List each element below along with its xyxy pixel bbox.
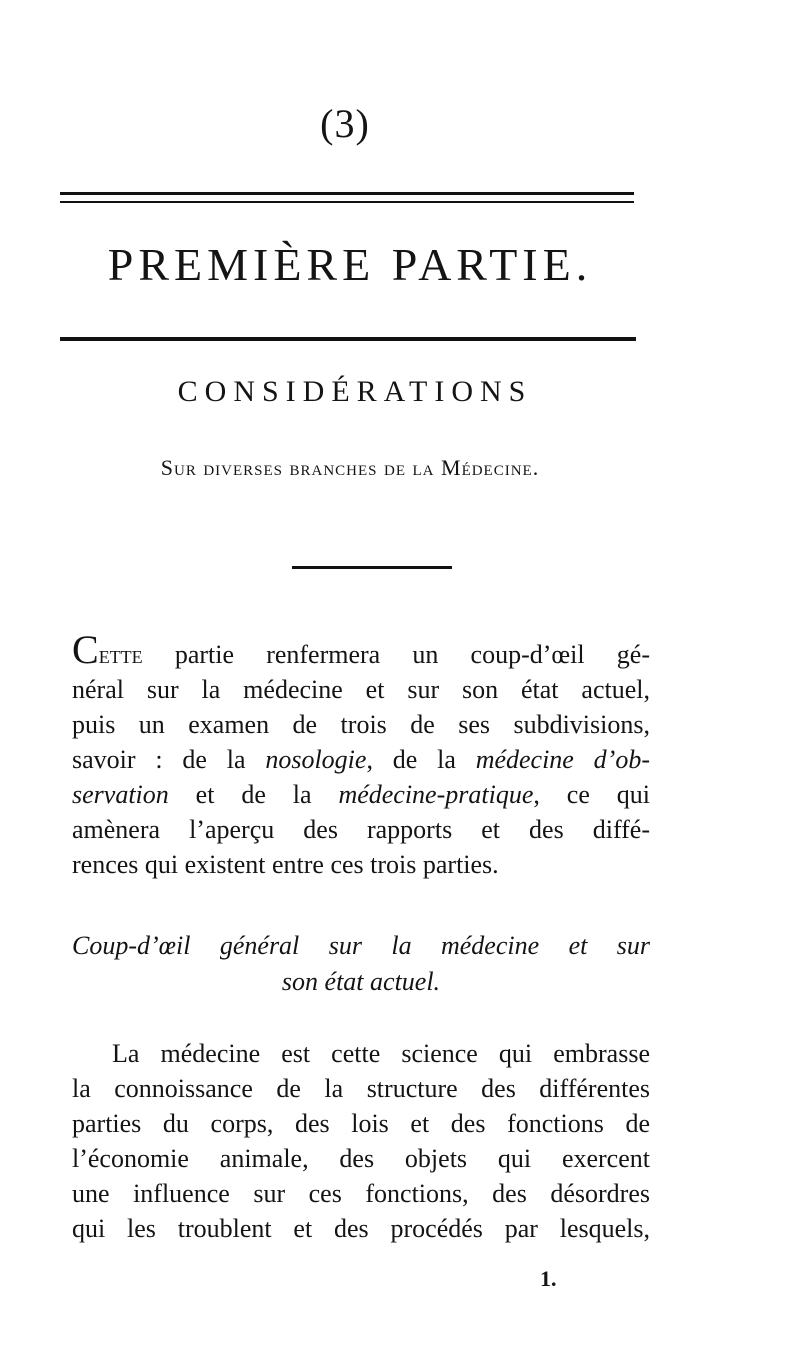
section-divider — [292, 566, 452, 569]
body-line: une influence sur ces fonctions, des désordres — [72, 1179, 650, 1208]
intro-line: savoir : de la nosologie, de la médecine d’ob- — [72, 745, 650, 774]
body-line: La médecine est cette science qui embrasse — [112, 1039, 650, 1068]
intro-line: Cette partie renfermera un coup-d’œil gé- — [72, 627, 650, 672]
section-title: CONSIDÉRATIONS — [177, 375, 533, 408]
body-line: qui les troublent et des procédés par lesquels, — [72, 1214, 650, 1243]
part-rule — [60, 337, 636, 341]
header-rule-thin — [60, 201, 634, 203]
subheading — [72, 928, 650, 1000]
intro-line: néral sur la médecine et sur son état actuel, — [72, 675, 650, 704]
subheading-line: son état actuel. — [281, 967, 441, 996]
body-paragraph — [72, 1036, 650, 1246]
section-subtitle: Sur diverses branches de la Médecine. — [160, 455, 540, 480]
intro-line: amènera l’aperçu des rapports et des diffé- — [72, 815, 650, 844]
intro-line: rences qui existent entre ces trois parties. — [72, 850, 499, 879]
intro-line: servation et de la médecine-pratique, ce qui — [72, 780, 650, 809]
body-line: parties du corps, des lois et des fonctions de — [72, 1109, 650, 1138]
intro-paragraph — [72, 627, 650, 882]
intro-line: puis un examen de trois de ses subdivisions, — [72, 710, 650, 739]
body-line: la connoissance de la structure des différentes — [72, 1074, 650, 1103]
signature-mark: 1. — [540, 1266, 557, 1291]
body-line: l’économie animale, des objets qui exercent — [72, 1144, 650, 1173]
header-rule — [60, 192, 634, 195]
part-title: PREMIÈRE PARTIE. — [107, 239, 593, 290]
page-number: (3) — [320, 101, 370, 146]
drop-cap: C — [72, 627, 99, 672]
subheading-line: Coup-d’œil général sur la médecine et sur — [72, 931, 650, 960]
